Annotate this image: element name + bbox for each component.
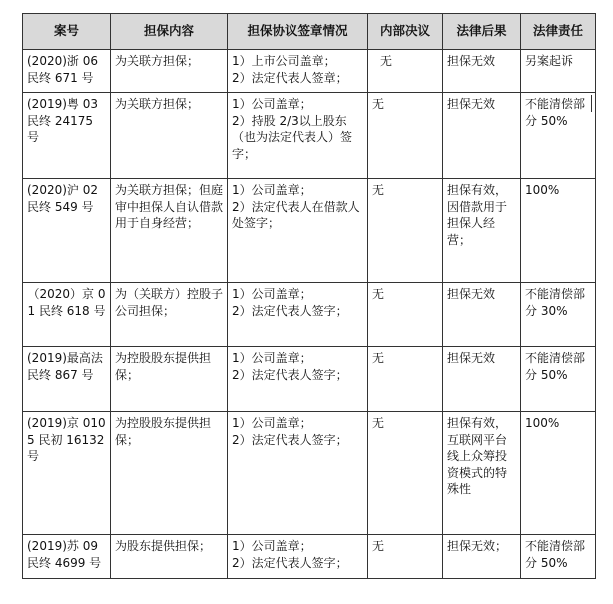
signature-cell — [228, 179, 368, 283]
table-row — [23, 535, 596, 579]
signature-line: 1）公司盖章； — [232, 416, 312, 430]
case-number-cell: （2020）京 01 民终 618 号 — [23, 283, 111, 347]
case-number-cell: (2020)浙 06 民终 671 号 — [23, 50, 111, 93]
resolution-cell: 无 — [368, 179, 443, 283]
case-number-cell: (2019)最高法民终 867 号 — [23, 347, 111, 412]
signature-cell — [228, 283, 368, 347]
signature-cell — [228, 412, 368, 535]
liability-cell: 不能清偿部分 30% — [521, 283, 596, 347]
guarantee-content-cell: 为控股股东提供担保； — [111, 412, 228, 535]
signature-line: 1）公司盖章； — [232, 287, 312, 301]
table-row — [23, 347, 596, 412]
guarantee-content-cell: 为关联方担保； — [111, 50, 228, 93]
signature-cell — [228, 347, 368, 412]
case-number-cell: (2019)京 0105 民初 16132 号 — [23, 412, 111, 535]
resolution-cell: 无 — [368, 347, 443, 412]
guarantee-content-cell: 为（关联方）控股子公司担保； — [111, 283, 228, 347]
consequence-cell: 担保有效，互联网平台线上众筹投资模式的特殊性 — [443, 412, 521, 535]
signature-line: 2）法定代表人在借款人处签字； — [232, 199, 360, 230]
header-guarantee-content: 担保内容 — [111, 14, 228, 50]
table-row — [23, 93, 596, 179]
guarantee-content-cell: 为控股股东提供担保； — [111, 347, 228, 412]
consequence-cell: 担保无效 — [443, 347, 521, 412]
resolution-cell: 无 — [368, 412, 443, 535]
case-number-cell: (2020)沪 02 民终 549 号 — [23, 179, 111, 283]
signature-line: 1）公司盖章； — [232, 97, 312, 111]
resolution-cell: 无 — [368, 535, 443, 579]
liability-cell: 不能清偿部分 50% — [521, 347, 596, 412]
table-edge-mark — [591, 95, 592, 112]
header-row — [23, 14, 596, 50]
consequence-cell: 担保有效，因借款用于担保人经营； — [443, 179, 521, 283]
case-number-cell: (2019)苏 09 民终 4699 号 — [23, 535, 111, 579]
resolution-cell: 无 — [368, 93, 443, 179]
table-row — [23, 50, 596, 93]
consequence-cell: 担保无效； — [443, 535, 521, 579]
liability-cell: 100% — [521, 412, 596, 535]
header-internal-resolution: 内部决议 — [368, 14, 443, 50]
consequence-cell: 担保无效 — [443, 93, 521, 179]
signature-cell — [228, 535, 368, 579]
consequence-cell: 担保无效 — [443, 50, 521, 93]
table-row — [23, 412, 596, 535]
consequence-cell: 担保无效 — [443, 283, 521, 347]
case-table — [22, 13, 596, 579]
signature-line: 1）上市公司盖章； — [232, 54, 336, 68]
table-row — [23, 179, 596, 283]
guarantee-content-cell: 为股东提供担保； — [111, 535, 228, 579]
signature-line: 1）公司盖章； — [232, 539, 312, 553]
signature-line: 2）法定代表人签章； — [232, 70, 348, 85]
liability-cell: 另案起诉 — [521, 50, 596, 93]
liability-cell: 100% — [521, 179, 596, 283]
header-case-number: 案号 — [23, 14, 111, 50]
signature-line: 2）法定代表人签字； — [232, 303, 348, 318]
header-legal-liability: 法律责任 — [521, 14, 596, 50]
signature-cell — [228, 50, 368, 93]
table-row — [23, 283, 596, 347]
resolution-cell: 无 — [368, 283, 443, 347]
signature-line: 1）公司盖章； — [232, 183, 312, 197]
signature-line: 2）法定代表人签字； — [232, 555, 348, 570]
signature-line: 1）公司盖章； — [232, 351, 312, 365]
liability-cell: 不能清偿部分 50% — [521, 93, 596, 179]
header-legal-consequence: 法律后果 — [443, 14, 521, 50]
resolution-cell: 无 — [368, 50, 443, 93]
signature-line: 2）法定代表人签字； — [232, 432, 348, 447]
liability-cell: 不能清偿部分 50% — [521, 535, 596, 579]
case-number-cell: (2019)粤 03 民终 24175 号 — [23, 93, 111, 179]
guarantee-content-cell: 为关联方担保； — [111, 93, 228, 179]
header-signature-status: 担保协议签章情况 — [228, 14, 368, 50]
signature-line: 2）持股 2/3以上股东（也为法定代表人）签字； — [232, 113, 353, 161]
signature-cell — [228, 93, 368, 179]
signature-line: 2）法定代表人签字； — [232, 367, 348, 382]
guarantee-content-cell: 为关联方担保；但庭审中担保人自认借款用于自身经营； — [111, 179, 228, 283]
